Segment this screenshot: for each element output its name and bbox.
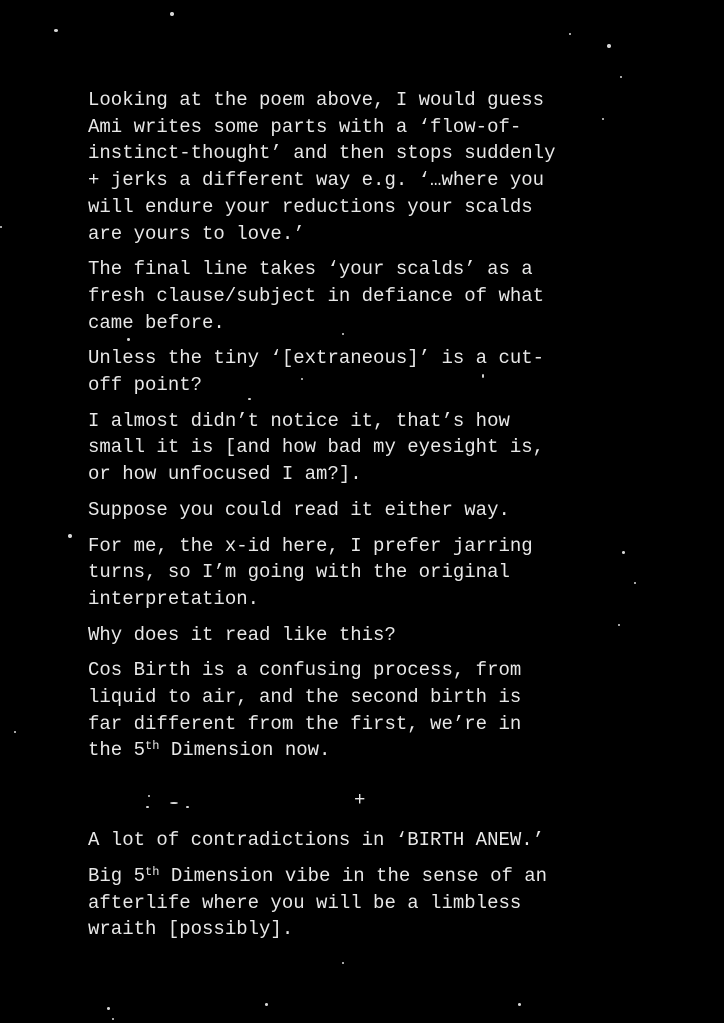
afterlife-text-rest: Dimension vibe in the sense of an afterlife where you will be a limbless wraith [possibly]. xyxy=(88,864,548,941)
dust-speck xyxy=(127,338,130,341)
dust-speck xyxy=(518,1003,521,1006)
dust-speck xyxy=(602,118,604,120)
dust-speck xyxy=(68,534,72,538)
dust-speck xyxy=(14,731,16,733)
paragraph-flow-of-instinct: Looking at the poem above, I would guess Ami writes some parts with a ‘flow-of- instinct-thought’ and then stops suddenly + jerks a different way e.g. ‘…where you will endure your reductions your scalds are yours to love.’ xyxy=(88,89,556,245)
paragraph-birth-process xyxy=(88,657,688,764)
essay-text xyxy=(88,87,688,952)
ordinal-suffix: th xyxy=(145,739,160,754)
dust-speck xyxy=(569,33,571,35)
dust-speck xyxy=(0,226,2,228)
dust-speck xyxy=(620,76,622,78)
dust-speck xyxy=(148,795,150,797)
section-divider: + xyxy=(354,789,366,812)
dust-speck xyxy=(112,1018,114,1020)
dust-speck xyxy=(342,962,344,964)
paragraph-contradictions: A lot of contradictions in ‘BIRTH ANEW.’ xyxy=(88,829,545,852)
dust-speck xyxy=(607,44,611,48)
ordinal-suffix: th xyxy=(145,864,160,879)
paragraph-eyesight: I almost didn’t notice it, that’s how small it is [and how bad my eyesight is, or how unfocused I am?]. xyxy=(88,409,545,486)
paragraph-final-line: The final line takes ‘your scalds’ as a fresh clause/subject in defiance of what came before. xyxy=(88,258,545,334)
dust-speck xyxy=(248,398,251,400)
dust-speck xyxy=(170,12,174,16)
dust-speck xyxy=(482,374,484,378)
paragraph-jarring-turns: For me, the x-id here, I prefer jarring turns, so I’m going with the original interpretation. xyxy=(88,534,533,610)
birth-process-text: Cos Birth is a confusing process, from liquid to air, and the second birth is far different from the first, we’re in the 5 xyxy=(88,659,522,762)
dust-speck xyxy=(265,1003,268,1006)
birth-process-tail: Dimension now. xyxy=(159,739,331,762)
dust-speck xyxy=(107,1007,110,1010)
paragraph-either-way: Suppose you could read it either way. xyxy=(88,498,510,521)
dust-speck xyxy=(634,582,636,584)
paragraph-afterlife xyxy=(88,863,688,943)
dust-speck xyxy=(342,333,344,335)
dust-speck xyxy=(54,29,58,32)
dust-speck xyxy=(618,624,620,626)
afterlife-text-start: Big 5 xyxy=(88,864,146,887)
dust-speck xyxy=(622,551,625,554)
dust-speck xyxy=(186,806,189,808)
paragraph-why-read: Why does it read like this? xyxy=(88,623,396,646)
dust-speck xyxy=(146,806,149,808)
paragraph-extraneous: Unless the tiny ‘[extraneous]’ is a cut- off point? xyxy=(88,347,545,397)
dust-speck xyxy=(301,378,303,380)
dust-speck xyxy=(170,802,178,804)
